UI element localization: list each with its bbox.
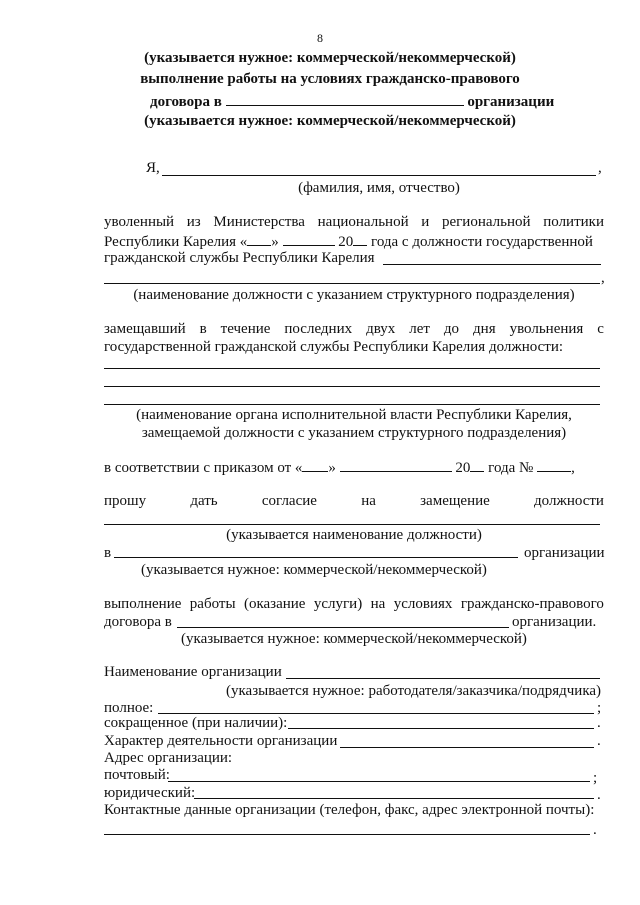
request-org-type-field[interactable] [114, 557, 518, 558]
word: (оказание [243, 596, 306, 612]
org-short-period: . [597, 715, 601, 731]
order-line [104, 458, 575, 477]
org-postal-address-field[interactable] [168, 781, 590, 782]
order-day-field[interactable] [302, 458, 328, 472]
dismissal-month-field[interactable] [283, 232, 335, 246]
held-position-field-1[interactable] [104, 368, 600, 369]
org-legal-address-field[interactable] [194, 798, 594, 799]
work-org-type-field[interactable] [177, 627, 509, 628]
org-full-semicolon: ; [597, 700, 602, 716]
word: замещавший [104, 321, 186, 337]
order-month-field[interactable] [340, 458, 452, 472]
requested-position-caption: (указывается наименование должности) [226, 527, 482, 543]
word: условиях [393, 596, 453, 612]
org-activity-label: Характер деятельности организации [104, 733, 338, 749]
org-name-label: Наименование организации [104, 664, 282, 680]
year-prefix: 20 [455, 460, 471, 476]
org-activity-period: . [597, 733, 601, 749]
word: Министерства [213, 214, 305, 230]
org-address-label: Адрес организации: [104, 750, 233, 766]
page-number: 8 [317, 31, 323, 45]
request-in-label: в [104, 545, 112, 561]
org-short-label: сокращенное (при наличии): [104, 715, 288, 731]
org-activity-field[interactable] [340, 747, 594, 748]
org-legal-label: юридический: [104, 785, 196, 801]
header-line-1: (указывается нужное: коммерческой/некоммерческой) [144, 50, 516, 66]
word: услуги) [313, 596, 363, 612]
year-prefix: 20 [338, 234, 354, 250]
held-position-field-3[interactable] [104, 404, 600, 405]
held-caption-1: (наименование органа исполнительной власти Республики Карелия, [136, 407, 572, 423]
word: работы [189, 596, 236, 612]
org-legal-period: . [597, 787, 601, 803]
requested-position-field[interactable] [104, 524, 600, 525]
held-position-field-2[interactable] [104, 386, 600, 387]
work-caption: (указывается нужное: коммерческой/некоммерческой) [181, 631, 527, 647]
word: с [597, 321, 604, 337]
contract-org-field[interactable] [226, 92, 464, 106]
org-name-field[interactable] [286, 678, 600, 679]
ya-label: Я, [146, 160, 160, 176]
dismissed-text-end: года с должности государственной [371, 234, 593, 250]
order-year-field[interactable] [470, 458, 484, 472]
header-line-4: (указывается нужное: коммерческой/некоммерческой) [144, 113, 516, 129]
word: согласие [261, 493, 317, 509]
org-full-label: полное: [104, 700, 154, 716]
header-org-label: организации [467, 94, 555, 110]
word: национальной [317, 214, 409, 230]
word: последних [284, 321, 353, 337]
dismissal-position-field[interactable] [383, 264, 601, 265]
request-org-label: организации [524, 545, 605, 561]
dismissed-line-3: гражданской службы Республики Карелия [104, 250, 375, 266]
word: из [186, 214, 201, 230]
full-name-field[interactable] [162, 175, 596, 176]
org-full-name-field[interactable] [158, 713, 594, 714]
dismissed-line-1 [104, 214, 604, 231]
word: двух [366, 321, 396, 337]
word: на [361, 493, 376, 509]
word: прошу [104, 493, 147, 509]
held-caption-2: замещаемой должности с указанием структурного подразделения) [141, 425, 567, 441]
work-line-1 [104, 596, 604, 613]
org-contacts-field[interactable] [104, 834, 590, 835]
org-postal-semicolon: ; [593, 770, 598, 786]
quote-close: » [328, 460, 336, 476]
dismissed-caption: (наименование должности с указанием структурного подразделения) [133, 287, 575, 303]
order-number-label: года № [488, 460, 534, 476]
order-number-field[interactable] [537, 458, 571, 472]
dismissed-line-2 [104, 232, 593, 251]
work-org-label: организации. [512, 614, 597, 630]
org-name-caption: (указывается нужное: работодателя/заказчика/подрядчика) [226, 683, 602, 699]
full-name-caption: (фамилия, имя, отчество) [298, 180, 460, 196]
word: уволенный [104, 214, 175, 230]
request-line [104, 493, 604, 510]
order-text: в соответствии с приказом от « [104, 460, 303, 476]
word: должности [534, 493, 604, 509]
header-line-3 [150, 92, 554, 111]
word: лет [409, 321, 430, 337]
word: в [199, 321, 207, 337]
quote-close: » [271, 234, 279, 250]
held-line-2: государственной гражданской службы Республики Карелия должности: [104, 339, 564, 355]
order-comma: , [571, 460, 575, 476]
work-contract-label: договора в [104, 614, 172, 630]
org-short-name-field[interactable] [288, 728, 594, 729]
word: увольнения [509, 321, 584, 337]
word: замещение [420, 493, 490, 509]
word: региональной [442, 214, 531, 230]
word: на [370, 596, 386, 612]
header-contract-label: договора в [150, 94, 222, 110]
word: течение [220, 321, 271, 337]
dismissal-day-field[interactable] [247, 232, 271, 246]
ya-comma: , [598, 160, 602, 176]
dismissed-text: Республики Карелия « [104, 234, 248, 250]
word: дать [190, 493, 218, 509]
word: и [421, 214, 430, 230]
header-line-2: выполнение работы на условиях гражданско-правового [140, 71, 520, 87]
word: до [443, 321, 460, 337]
org-contacts-period: . [593, 822, 597, 838]
dismissal-position-field-2[interactable] [104, 283, 600, 284]
dismissal-year-field[interactable] [353, 232, 367, 246]
request-org-caption: (указывается нужное: коммерческой/некоммерческой) [141, 562, 487, 578]
org-contacts-label: Контактные данные организации (телефон, факс, адрес электронной почты): [104, 802, 595, 818]
org-postal-label: почтовый: [104, 767, 170, 783]
word: дня [473, 321, 496, 337]
dismissed-comma: , [601, 270, 605, 286]
held-line-1 [104, 321, 604, 338]
word: политики [543, 214, 604, 230]
word: гражданско-правового [460, 596, 604, 612]
word: выполнение [104, 596, 182, 612]
